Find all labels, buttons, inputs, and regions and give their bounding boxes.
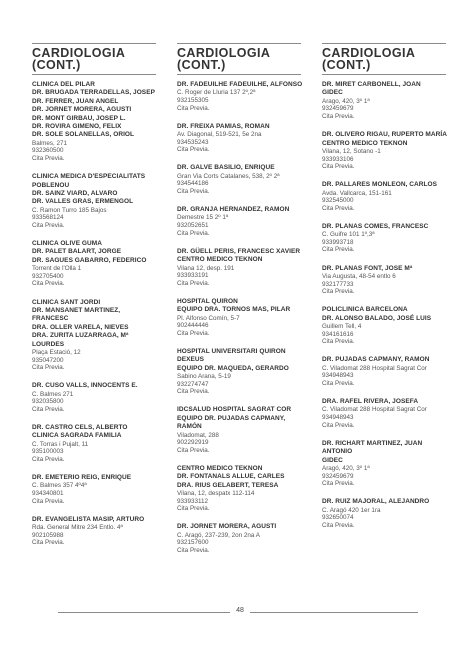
column-2-title [177,47,301,71]
directory-entry [32,516,172,547]
title-line-1: CARDIOLOGIA [32,46,126,60]
entry-title-line: DRA. RIUS GELABERT, TERESA [177,481,279,489]
entry-phone: 932545000 [322,197,354,205]
entry-address: C. Viladomat 288 Hospital Sagrat Cor [322,364,427,372]
title-line-2: (CONT.) [32,58,81,72]
entry-note: Cita Previa. [322,113,355,120]
footer-rule-left [58,612,230,613]
entry-title-line: CENTRO MEDICO TEKNON [177,464,263,472]
directory-entry [177,123,317,154]
directory-entry [32,240,172,288]
entry-title-line: CLINICA MEDICA D'ESPECIALITATS [32,173,146,181]
entry-note: Cita Previa. [177,146,210,154]
entry-address: Pl. Alfonso Comín, 5-7 [177,314,240,322]
entry-title-line: EQUIPO DRA. TORNOS MAS, PILAR [177,306,291,314]
entry-title-line: DR. JORNET MORERA, AGUSTI [177,523,277,531]
entry-phone: 902444446 [177,322,209,330]
entry-address: Demestre 15 2º 1ª [177,214,229,222]
entry-title-line: DEXEUS [177,356,205,364]
entry-title-line: CENTRO MEDICO TEKNON [177,256,263,264]
entry-address: Vilana, 12, despatx 112-114 [177,490,255,498]
entry-note: Cita Previa. [32,221,65,229]
entry-address: C. Guifre 101 1º,3ª [322,231,375,239]
entry-title-line: IDCSALUD HOSPITAL SAGRAT COR [177,406,292,414]
entry-title-line: GIDEC [322,89,343,97]
entry-phone: 934948943 [322,414,354,422]
entry-note: Cita Previa. [177,505,210,513]
entry-note: Cita Previa. [177,279,210,287]
directory-entry [322,131,462,171]
column-3 [322,40,462,540]
directory-entry [322,81,462,121]
entry-title-line: HOSPITAL QUIRON [177,297,238,305]
entry-title-line: DRA. ZURITA LUZARRAGA, Mª [32,332,129,340]
directory-entry [177,248,317,288]
entry-title-line: ANTONIO [322,448,353,456]
entry-address: Vilana, 12, Sotano -1 [322,147,381,155]
column-3-heading [322,43,446,75]
entry-address: Via Augusta, 48-54 entlo 6 [322,272,396,280]
entry-note: Cita Previa. [177,104,210,112]
entry-note: Cita Previa. [322,379,355,387]
footer-rule-right [250,612,418,613]
entry-phone: 902292919 [177,439,209,447]
entry-phone: 934948943 [322,372,354,380]
entry-address: C. Balmes 271 [32,390,74,398]
directory-entry [322,181,462,212]
entry-address: Torrent de l'Olla 1 [32,265,82,273]
entry-phone: 934340801 [32,490,64,498]
entry-address: Vilana 12, desp. 191 [177,264,235,272]
column-1-heading [32,43,156,75]
entry-title-line: POBLENOU [32,181,70,189]
column-1-entries [32,81,172,547]
entry-phone: 932650074 [322,514,354,522]
directory-entry [322,265,462,296]
entry-phone: 932155305 [177,97,209,104]
title-line-2: (CONT.) [322,58,371,72]
column-2 [177,40,317,565]
entry-title-line: DR. MIRET CARBONELL, JOAN [322,81,421,88]
entry-note: Cita Previa. [32,497,65,505]
directory-entry [177,206,317,237]
directory-entry [322,398,462,429]
directory-entry [322,223,462,254]
entry-title-line: DR. SAGUES GABARRO, FEDERICO [32,256,147,264]
entry-title-line: HOSPITAL UNIVERSITARI QUIRON [177,347,286,355]
page-footer [0,604,474,620]
entry-title-line: DR. SAINZ VIARD, ALVARO [32,189,118,197]
directory-entry [322,306,462,346]
entry-address: Viladomat, 288 [177,431,219,439]
entry-phone: 933933191 [177,272,209,280]
entry-title-line: DR. SOLE SOLANELLAS, ORIOL [32,131,135,139]
entry-note: Cita Previa. [32,280,65,288]
entry-title-line: DR. EVANGELISTA MASIP, ARTURO [32,515,145,523]
entry-note: Cita Previa. [177,388,210,396]
entry-title-line: DR. FONTANALS ALLUE, CARLES [177,473,285,481]
entry-title-line: DR. BRUGADA TERRADELLAS, JOSEP [32,89,155,97]
entry-address: C. Aragó, 237-239, 2on 2na A [177,531,260,539]
entry-phone: 934544186 [177,180,209,188]
entry-phone: 932705400 [32,272,64,280]
heading-top-rule [322,43,446,44]
entry-address: Sabino Arana, 5-19 [177,373,231,381]
entry-title-line: FRANCESC [32,315,69,323]
entry-title-line: CLINICA SANT JORDI [32,298,101,306]
entry-address: C. Aragó 420 1er 1ra [322,506,381,514]
entry-address: Aragó, 420, 3º 1ª [322,464,370,472]
entry-note: Cita Previa. [322,480,355,488]
entry-address: Rda. General Mitre 234 Entlo. 4ª [32,524,123,532]
entry-phone: 932274747 [177,380,209,388]
title-line-1: CARDIOLOGIA [177,46,271,60]
entry-note: Cita Previa. [177,329,210,337]
entry-address: Arago, 420, 3º 1ª [322,97,370,105]
entry-note: Cita Previa. [322,521,355,529]
entry-note: Cita Previa. [322,288,355,296]
entry-note: Cita Previa. [177,187,210,195]
entry-title-line: DR. MANSANET MARTINEZ, [32,306,121,314]
directory-entry [177,298,317,338]
page-number: 48 [236,607,244,614]
entry-title-line: DR. PLANAS FONT, JOSE Mª [322,264,413,272]
directory-entry [32,299,172,372]
entry-note: Cita Previa. [322,338,355,346]
entry-note: Cita Previa. [32,539,65,547]
directory-entry [177,465,317,513]
directory-entry [32,474,172,505]
directory-entry [32,424,172,464]
entry-title-line: CLINICA SAGRADA FAMILIA [32,432,122,440]
entry-title-line: DR. CASTRO CELS, ALBERTO [32,423,128,431]
entry-note: Cita Previa. [322,421,355,429]
entry-title-line: DR. GÜELL PERIS, FRANCESC XAVIER [177,247,301,255]
directory-entry [177,81,317,112]
entry-title-line: DR. RICHART MARTINEZ, JUAN [322,439,423,447]
directory-entry [177,164,317,195]
directory-entry [32,173,172,229]
entry-note: Cita Previa. [32,155,65,163]
entry-phone: 932360500 [32,147,64,155]
directory-entry [32,382,172,413]
entry-title-line: DRA. OLLER VARELA, NIEVES [32,323,129,331]
entry-phone: 935047200 [32,356,64,364]
entry-address: Plaça Estació, 12 [32,348,81,356]
entry-title-line: DRA. RAFEL RIVERA, JOSEFA [322,398,419,406]
entry-title-line: DR. ROVIRA GIMENO, FELIX [32,123,122,131]
entry-title-line: DR. ALONSO BALADO, JOSÉ LUIS [322,314,432,322]
title-line-1: CARDIOLOGIA [322,46,416,60]
directory-entry [177,348,317,396]
heading-top-rule [32,43,156,44]
entry-title-line: EQUIPO DR. PUJADAS CAPMANY, [177,414,286,422]
entry-title-line: LOURDES [32,340,65,348]
column-2-entries [177,81,317,555]
heading-top-rule [177,43,301,44]
heading-bottom-rule [32,74,156,75]
entry-phone: 932459679 [322,472,354,480]
entry-title-line: GIDEC [322,456,343,464]
entry-address: C. Torras i Pujalt, 11 [32,440,89,448]
entry-title-line: DR. FERRER, JUAN ANGEL [32,97,119,105]
entry-address: Balmes, 271 [32,139,68,147]
entry-note: Cita Previa. [177,446,210,454]
directory-entry [322,356,462,387]
column-3-title [322,47,446,71]
column-2-heading [177,43,301,75]
heading-bottom-rule [322,74,446,75]
entry-phone: 932035800 [32,398,64,406]
entry-note: Cita Previa. [177,547,210,555]
entry-title-line: DR. PALET BALART, JORGE [32,248,122,256]
entry-title-line: POLICLINICA BARCELONA [322,306,408,314]
entry-title-line: DR. RUIZ MAJORAL, ALEJANDRO [322,498,430,506]
entry-phone: 933568124 [32,214,64,222]
entry-title-line: DR. PLANAS COMES, FRANCESC [322,222,429,230]
entry-phone: 935100003 [32,448,64,456]
entry-note: Cita Previa. [32,405,65,413]
entry-title-line: DR. VALLES GRAS, ERMENGOL [32,198,134,206]
column-3-entries [322,81,462,529]
entry-title-line: DR. PALLARES MONLEON, CARLOS [322,181,438,189]
directory-entry [322,440,462,488]
entry-title-line: DR. FADEUILHE FADEUILHE, ALFONSO [177,81,303,88]
entry-title-line: DR. GALVE BASILIO, ENRIQUE [177,164,275,172]
entry-address: Guillem Tell, 4 [322,323,362,331]
entry-title-line: DR. GRANJA HERNANDEZ, RAMON [177,206,290,214]
entry-phone: 902105988 [32,531,64,539]
entry-phone: 932052651 [177,222,209,230]
entry-title-line: CENTRO MEDICO TEKNON [322,139,408,147]
entry-phone: 934161616 [322,330,354,338]
entry-address: Gran Via Corts Catalanes, 538, 2º 2ª [177,172,280,180]
entry-address: C. Balmes 357 4º4ª [32,482,87,490]
entry-address: Av. Diagonal, 519-521, 5e 2na [177,131,262,139]
entry-phone: 933933112 [177,497,209,505]
column-1-title [32,47,156,71]
entry-title-line: EQUIPO DR. MAQUEDA, GERARDO [177,364,289,372]
entry-note: Cita Previa. [32,364,65,372]
entry-title-line: DR. PUJADAS CAPMANY, RAMON [322,356,430,364]
entry-title-line: RAMÓN [177,423,202,431]
title-line-2: (CONT.) [177,58,226,72]
directory-entry [32,81,172,163]
entry-phone: 932459679 [322,105,354,113]
entry-title-line: DR. FREIXA PAMIAS, ROMAN [177,122,270,130]
directory-entry [177,523,317,554]
entry-note: Cita Previa. [32,455,65,463]
entry-title-line: DR. JORNET MORERA, AGUSTI [32,106,132,114]
entry-title-line: DR. OLIVERO RIGAU, RUPERTO MARÍA [322,131,447,139]
entry-title-line: DR. MONT GIRBAU, JOSEP L. [32,114,126,122]
heading-bottom-rule [177,74,301,75]
entry-title-line: CLINICA OLIVE GUMA [32,240,102,248]
entry-note: Cita Previa. [322,204,355,212]
entry-address: C. Viladomat 288 Hospital Sagrat Cor [322,406,427,414]
column-1 [32,40,172,557]
entry-phone: 933993718 [322,238,354,246]
entry-phone: 932157600 [177,539,209,547]
directory-entry [177,406,317,454]
entry-note: Cita Previa. [322,246,355,254]
entry-address: C. Roger de Lluria 137 2º,2ª [177,89,256,97]
entry-address: C. Ramon Turro 185 Bajos [32,206,107,214]
entry-address: Avda. Vallcarca, 151-161 [322,189,392,197]
entry-title-line: DR. CUSO VALLS, INNOCENTS E. [32,382,138,390]
entry-phone: 933933106 [322,155,354,163]
entry-note: Cita Previa. [177,229,210,237]
entry-phone: 934535243 [177,138,209,146]
entry-title-line: DR. EMETERIO REIG, ENRIQUE [32,474,132,482]
entry-title-line: CLINICA DEL PILAR [32,81,95,88]
entry-note: Cita Previa. [322,163,355,171]
entry-phone: 932177733 [322,280,354,288]
directory-entry [322,498,462,529]
